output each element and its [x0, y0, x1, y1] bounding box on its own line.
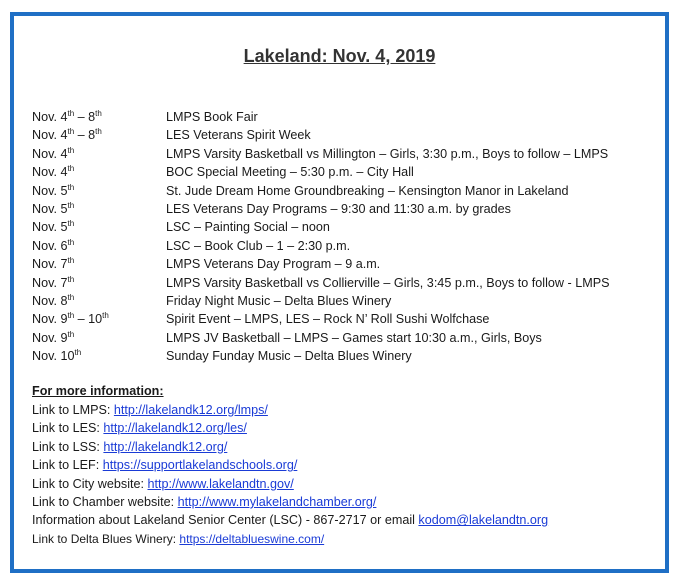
- event-description: LES Veterans Day Programs – 9:30 and 11:30 a.m. by grades: [166, 201, 511, 216]
- event-date: [32, 108, 102, 126]
- event-description: LMPS Book Fair: [166, 110, 258, 124]
- event-description: LMPS Varsity Basketball vs Millington – Girls, 3:30 p.m., Boys to follow – LMPS: [166, 146, 609, 161]
- event-date: [32, 218, 74, 236]
- event-date-suffix: th: [67, 108, 75, 118]
- info-link-url[interactable]: http://www.mylakelandchamber.org/: [177, 494, 377, 509]
- event-date-suffix: th: [67, 274, 75, 284]
- event-date-suffix: th: [67, 255, 75, 265]
- info-link-url[interactable]: http://lakelandk12.org/lmps/: [113, 403, 268, 417]
- event-date-text: Nov. 10: [32, 349, 75, 364]
- event-description: Friday Night Music – Delta Blues Winery: [166, 293, 392, 308]
- event-row: [32, 108, 657, 126]
- event-description: Spirit Event – LMPS, LES – Rock N’ Roll Sushi Wolfchase: [166, 312, 490, 327]
- more-info-section: [32, 382, 657, 548]
- info-link-line: [32, 438, 657, 456]
- event-date-text: Nov. 4: [32, 146, 68, 161]
- senior-center-email-link[interactable]: kodom@lakelandtn.org: [418, 513, 549, 528]
- event-date-suffix: th: [67, 200, 75, 210]
- event-row: [32, 310, 657, 328]
- page-title: Lakeland: Nov. 4, 2019: [243, 46, 436, 66]
- event-row: [32, 126, 657, 144]
- event-row: [32, 237, 657, 255]
- event-row: [32, 182, 657, 200]
- event-date: [32, 237, 74, 255]
- event-date-suffix: th: [67, 219, 75, 229]
- info-link-url[interactable]: http://lakelandk12.org/les/: [103, 421, 247, 436]
- event-date-range: – 8: [74, 110, 96, 124]
- more-info-heading: For more information:: [32, 384, 164, 398]
- event-date-text: Nov. 5: [32, 183, 68, 198]
- event-row: [32, 329, 657, 347]
- info-link-line: [32, 475, 657, 493]
- event-date-suffix: th: [67, 127, 75, 137]
- event-date-suffix: th: [67, 237, 75, 247]
- info-link-url[interactable]: http://lakelandk12.org/: [103, 439, 228, 454]
- event-date-text: Nov. 5: [32, 220, 68, 235]
- event-date: [32, 200, 74, 218]
- event-description: St. Jude Dream Home Groundbreaking – Kensington Manor in Lakeland: [166, 183, 569, 198]
- info-link-line: [32, 456, 657, 474]
- event-date-text: Nov. 5: [32, 201, 68, 216]
- event-date: [32, 163, 74, 181]
- info-link-label: Link to LEF:: [32, 458, 103, 473]
- event-description: LSC – Painting Social – noon: [166, 220, 330, 235]
- info-link-label: Link to City website:: [32, 476, 148, 491]
- event-date-suffix: th: [67, 163, 75, 173]
- info-link-url[interactable]: http://www.lakelandtn.gov/: [147, 476, 294, 491]
- event-date: [32, 292, 74, 310]
- event-date: [32, 255, 74, 273]
- info-link-label: Link to Chamber website:: [32, 494, 178, 509]
- senior-center-text: Information about Lakeland Senior Center (LSC) - 867-2717 or email: [32, 513, 419, 528]
- info-link-line: [32, 493, 657, 511]
- event-date-suffix: th: [74, 347, 82, 357]
- event-date-range-suffix: th: [95, 127, 102, 137]
- event-date-range: – 10: [74, 312, 103, 327]
- events-list: [32, 108, 657, 365]
- event-date: [32, 145, 74, 163]
- event-date-range-suffix: th: [102, 311, 109, 321]
- info-link-line: [32, 401, 657, 419]
- event-date: [32, 329, 74, 347]
- event-date-suffix: th: [67, 145, 75, 155]
- event-date-text: Nov. 8: [32, 293, 68, 308]
- event-description: LMPS JV Basketball – LMPS – Games start 10:30 a.m., Girls, Boys: [166, 330, 542, 345]
- event-date-range-suffix: th: [95, 108, 102, 118]
- winery-label: Link to Delta Blues Winery:: [32, 531, 180, 546]
- event-date-text: Nov. 7: [32, 275, 68, 290]
- event-description: BOC Special Meeting – 5:30 p.m. – City Hall: [166, 165, 414, 180]
- event-date: [32, 347, 81, 365]
- event-row: [32, 255, 657, 273]
- event-row: [32, 274, 657, 292]
- event-date-text: Nov. 9: [32, 330, 68, 345]
- event-date: [32, 182, 74, 200]
- event-description: LES Veterans Spirit Week: [166, 128, 311, 143]
- event-row: [32, 218, 657, 236]
- event-date-text: Nov. 6: [32, 238, 68, 253]
- event-row: [32, 163, 657, 181]
- event-date: [32, 126, 102, 144]
- event-date-suffix: th: [67, 311, 75, 321]
- event-row: [32, 200, 657, 218]
- document-frame: [10, 12, 669, 573]
- event-date-text: Nov. 9: [32, 312, 68, 327]
- info-link-label: Link to LMPS:: [32, 403, 114, 417]
- event-row: [32, 145, 657, 163]
- winery-link[interactable]: https://deltablueswine.com/: [179, 531, 325, 546]
- event-date-text: Nov. 4: [32, 110, 68, 124]
- event-date-text: Nov. 4: [32, 128, 68, 143]
- event-description: LMPS Varsity Basketball vs Collierville – Girls, 3:45 p.m., Boys to follow - LMPS: [166, 275, 610, 290]
- info-link-label: Link to LSS:: [32, 439, 104, 454]
- event-row: [32, 347, 657, 365]
- event-date-text: Nov. 7: [32, 257, 68, 272]
- senior-center-line: [32, 511, 657, 529]
- event-date-suffix: th: [67, 182, 75, 192]
- info-link-url[interactable]: https://supportlakelandschools.org/: [102, 458, 298, 473]
- winery-line: [32, 530, 657, 548]
- event-date-text: Nov. 4: [32, 165, 68, 180]
- info-link-label: Link to LES:: [32, 421, 104, 436]
- event-description: Sunday Funday Music – Delta Blues Winery: [166, 349, 412, 364]
- event-date-suffix: th: [67, 329, 75, 339]
- event-row: [32, 292, 657, 310]
- event-date: [32, 310, 109, 328]
- event-date: [32, 274, 74, 292]
- event-date-suffix: th: [67, 292, 75, 302]
- event-description: LMPS Veterans Day Program – 9 a.m.: [166, 257, 381, 272]
- event-date-range: – 8: [74, 128, 96, 143]
- info-link-line: [32, 419, 657, 437]
- event-description: LSC – Book Club – 1 – 2:30 p.m.: [166, 238, 351, 253]
